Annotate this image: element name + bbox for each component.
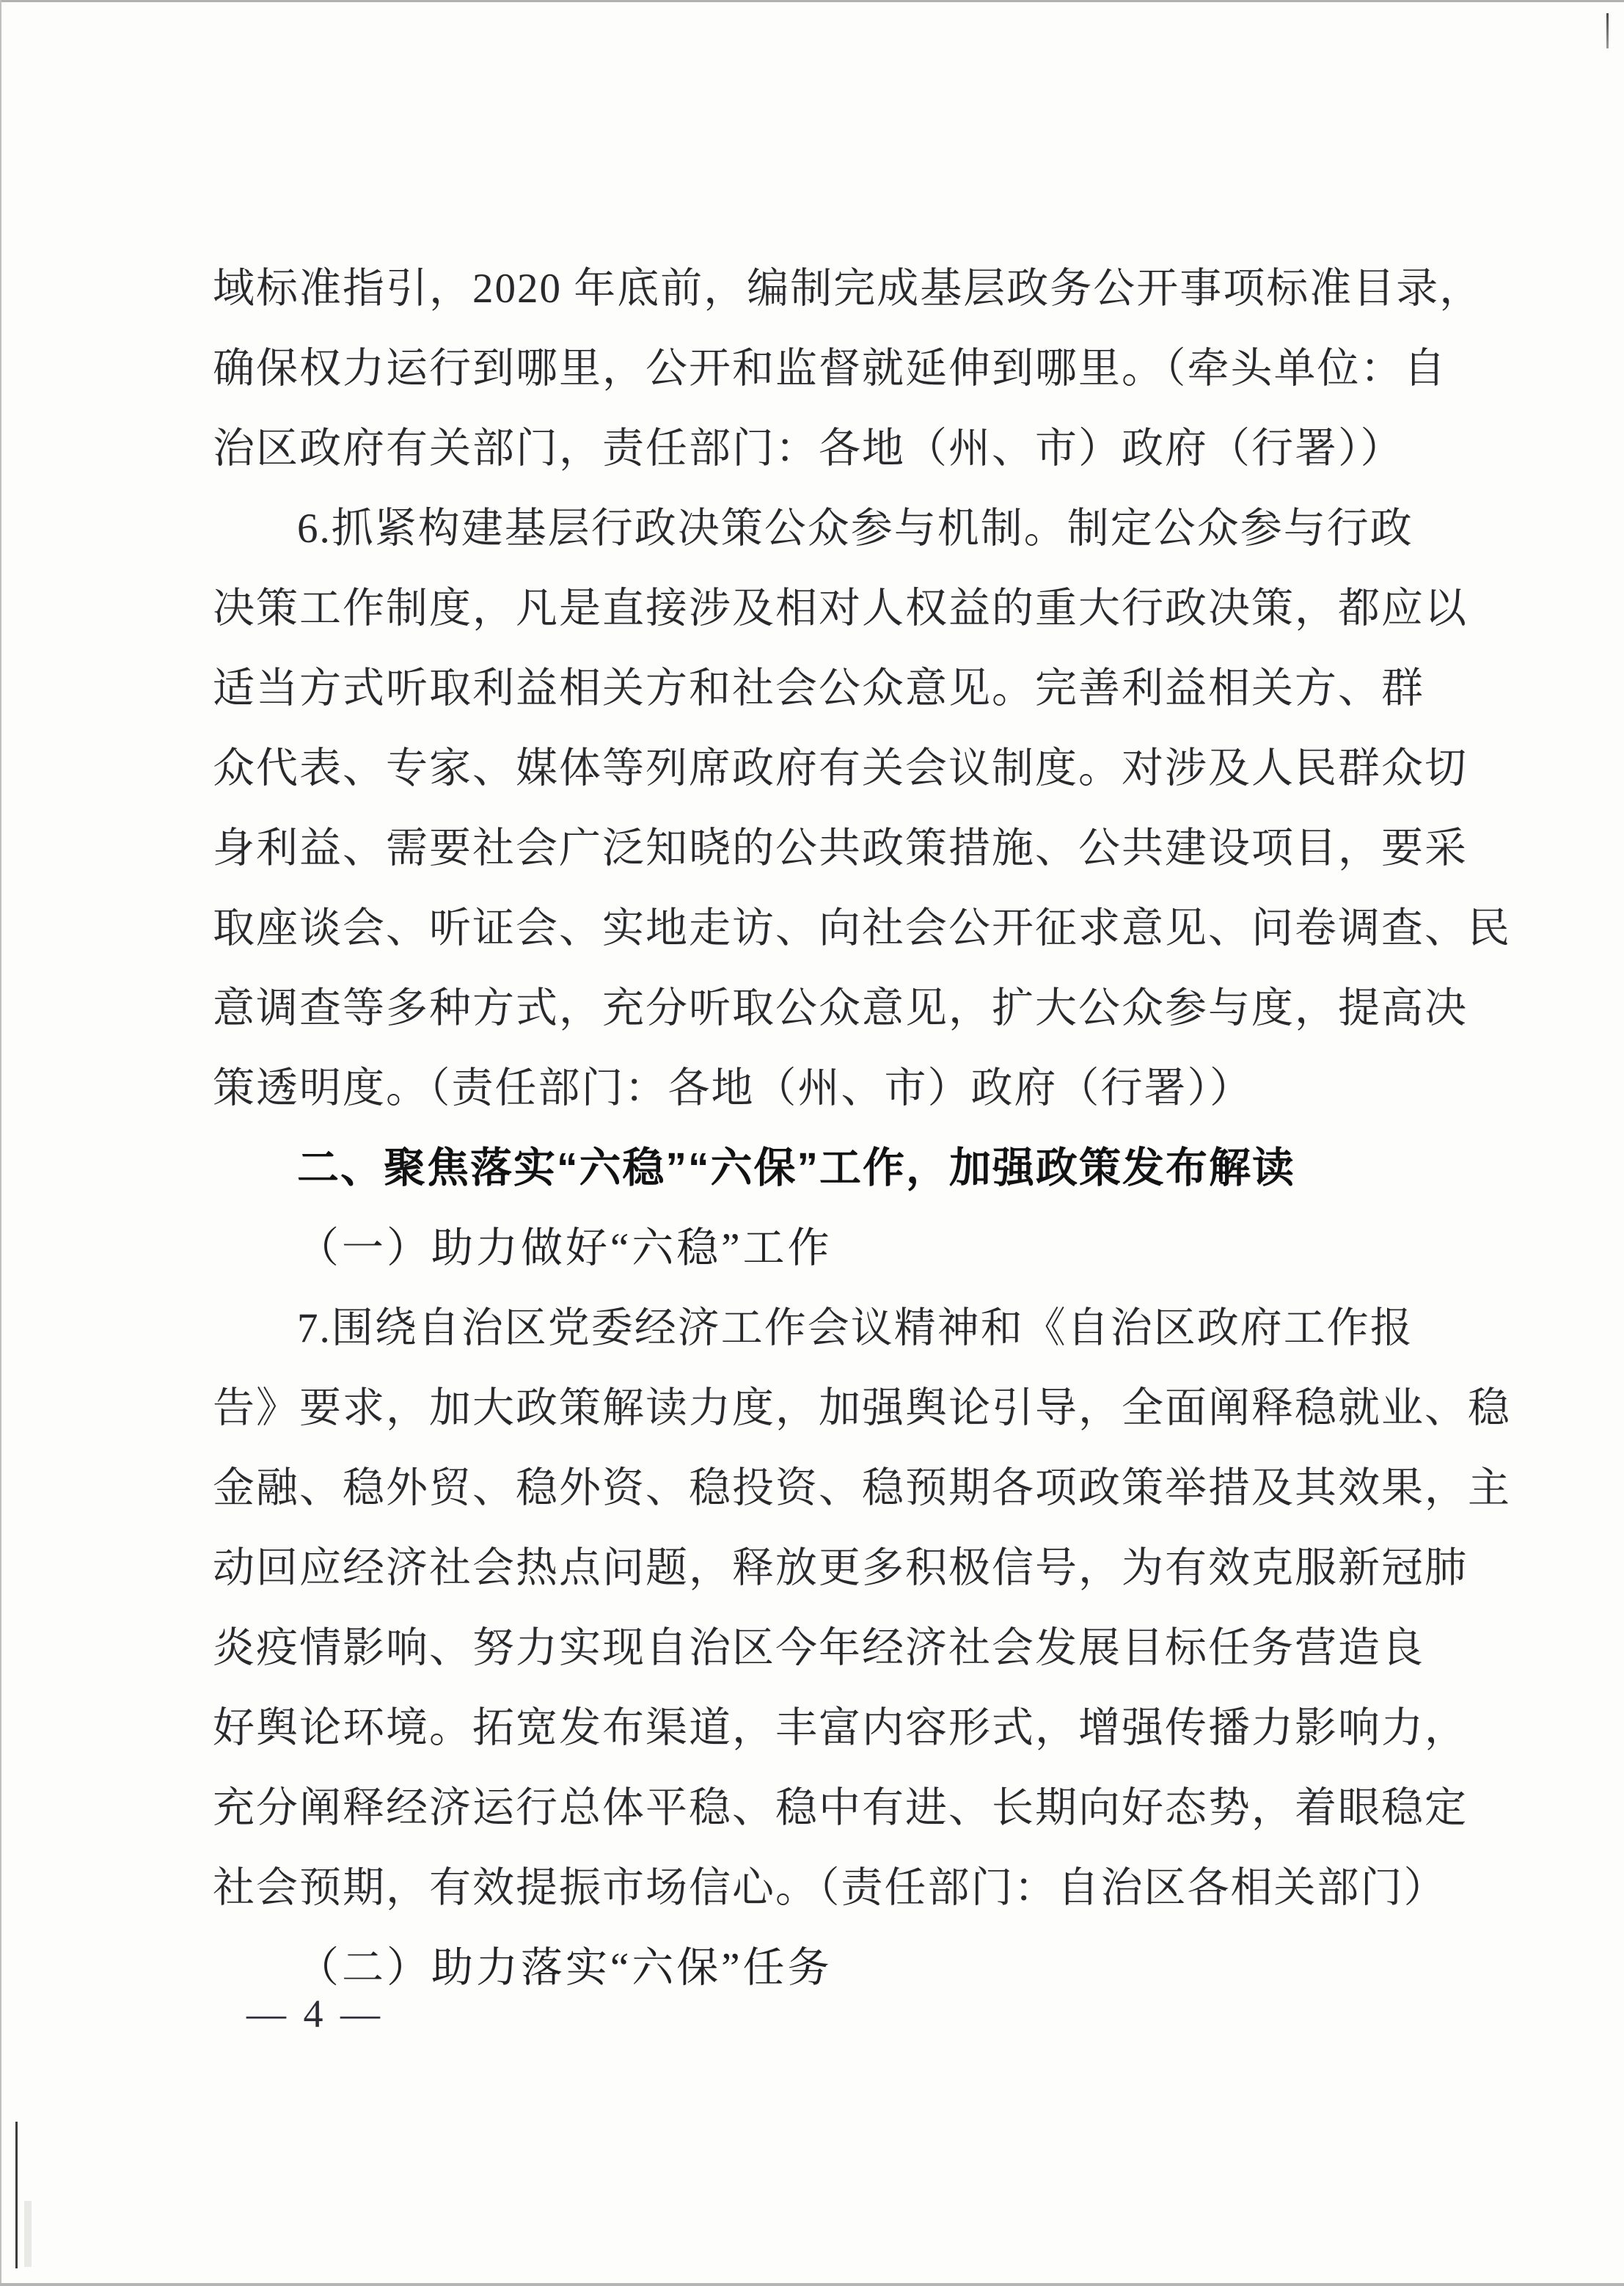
scan-edge-bottom bbox=[0, 2283, 1624, 2286]
subsection-heading: （二）助力落实“六保”任务 bbox=[297, 1945, 833, 1991]
text-line: 身利益、需要社会广泛知晓的公共政策措施、公共建设项目，要采 bbox=[213, 825, 1468, 872]
section-heading: 二、聚焦落实“六稳”“六保”工作，加强政策发布解读 bbox=[297, 1144, 1295, 1191]
scan-edge-top bbox=[0, 0, 1624, 2]
text-line: 7.围绕自治区党委经济工作会议精神和《自治区政府工作报 bbox=[297, 1305, 1413, 1351]
subsection-heading: （一）助力做好“六稳”工作 bbox=[297, 1225, 833, 1271]
text-line: 社会预期，有效提振市场信心。（责任部门：自治区各相关部门） bbox=[213, 1865, 1447, 1911]
scan-artifact-smudge bbox=[24, 2201, 32, 2267]
text-line: 众代表、专家、媒体等列席政府有关会议制度。对涉及人民群众切 bbox=[213, 745, 1468, 792]
text-line: 确保权力运行到哪里，公开和监督就延伸到哪里。（牵头单位：自 bbox=[213, 346, 1447, 392]
text-line: 策透明度。（责任部门：各地（州、市）政府（行署）） bbox=[213, 1065, 1253, 1111]
text-line: 充分阐释经济运行总体平稳、稳中有进、长期向好态势，着眼稳定 bbox=[213, 1785, 1468, 1831]
text-line: 适当方式听取利益相关方和社会公众意见。完善利益相关方、群 bbox=[213, 665, 1424, 712]
text-line: 炎疫情影响、努力实现自治区今年经济社会发展目标任务营造良 bbox=[213, 1625, 1424, 1671]
text-line: 治区政府有关部门，责任部门：各地（州、市）政府（行署）） bbox=[213, 426, 1404, 472]
scan-artifact-tick bbox=[1606, 13, 1609, 48]
text-line: 动回应经济社会热点问题，释放更多积极信号，为有效克服新冠肺 bbox=[213, 1545, 1468, 1591]
text-line: 决策工作制度，凡是直接涉及相对人权益的重大行政决策，都应以 bbox=[213, 585, 1468, 632]
text-line: 告》要求，加大政策解读力度，加强舆论引导，全面阐释稳就业、稳 bbox=[213, 1385, 1511, 1431]
page-number: — 4 — bbox=[246, 1992, 380, 2036]
scan-artifact-stroke bbox=[15, 2122, 18, 2268]
text-line: 好舆论环境。拓宽发布渠道，丰富内容形式，增强传播力影响力， bbox=[213, 1705, 1468, 1751]
text-line: 取座谈会、听证会、实地走访、向社会公开征求意见、问卷调查、民 bbox=[213, 905, 1511, 952]
text-line: 金融、稳外贸、稳外资、稳投资、稳预期各项政策举措及其效果，主 bbox=[213, 1465, 1511, 1511]
scan-edge-left bbox=[0, 0, 1, 2286]
text-line: 6.抓紧构建基层行政决策公众参与机制。制定公众参与行政 bbox=[297, 505, 1413, 552]
text-line: 意调查等多种方式，充分听取公众意见，扩大公众参与度，提高决 bbox=[213, 985, 1468, 1031]
document-body bbox=[213, 249, 1511, 2008]
text-line: 域标准指引，2020 年底前，编制完成基层政务公开事项标准目录， bbox=[213, 266, 1483, 312]
